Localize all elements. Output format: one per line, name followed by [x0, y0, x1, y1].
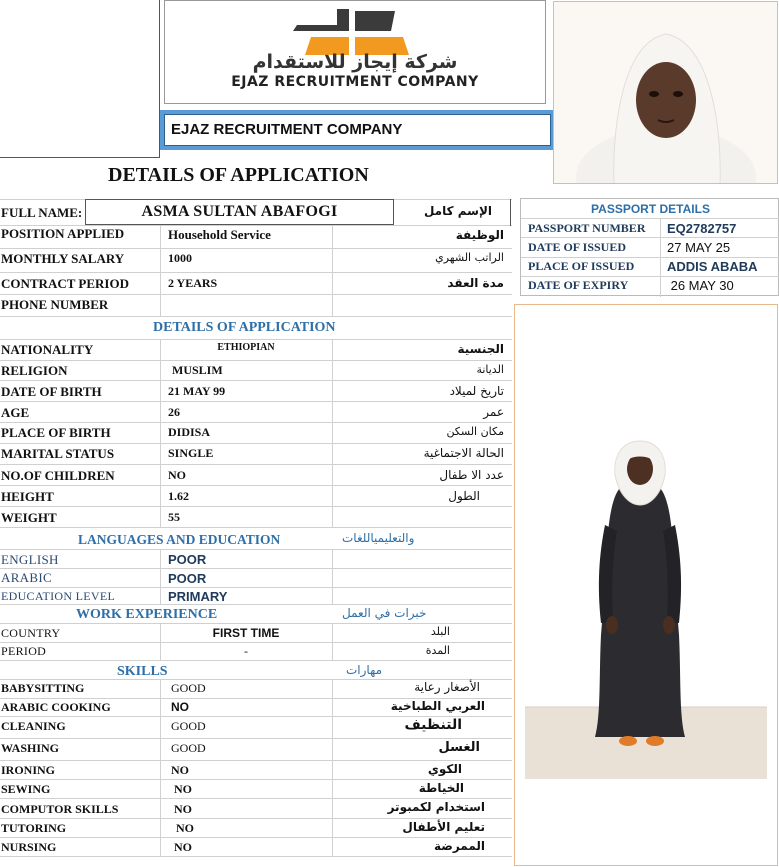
- period-value: -: [244, 644, 248, 658]
- divider: [0, 339, 512, 340]
- age-arabic: عمر: [483, 405, 504, 419]
- arabic-lang-value: POOR: [168, 571, 207, 586]
- skill-ironing-arabic: الكوي: [427, 762, 462, 776]
- divider: [0, 660, 512, 661]
- height-label: HEIGHT: [1, 489, 54, 504]
- divider: [0, 360, 512, 361]
- divider: [0, 837, 512, 838]
- divider: [0, 587, 512, 588]
- skills-heading-arabic: مهارات: [346, 663, 383, 677]
- divider: [0, 294, 512, 295]
- salary-value: 1000: [168, 251, 192, 265]
- divider: [0, 464, 512, 465]
- divider: [0, 798, 512, 799]
- skill-babysitting-value: GOOD: [171, 681, 206, 695]
- salary-arabic: الراتب الشهري: [435, 251, 504, 264]
- skill-cooking-label: ARABIC COOKING: [1, 700, 111, 714]
- skill-sewing-label: SEWING: [1, 782, 51, 796]
- age-label: AGE: [1, 405, 30, 420]
- issue-date-label: DATE OF ISSUED: [528, 240, 627, 254]
- skill-cooking-arabic: العربي الطباخية: [390, 699, 485, 713]
- divider: [0, 272, 512, 273]
- logo-arabic-text: شركة إيجاز للاستقدام: [252, 51, 458, 73]
- languages-heading: LANGUAGES AND EDUCATION: [78, 532, 281, 547]
- full-name-value: ASMA SULTAN ABAFOGI: [85, 199, 394, 225]
- religion-label: RELIGION: [1, 363, 68, 378]
- skill-ironing-value: NO: [171, 763, 189, 777]
- skill-babysitting-label: BABYSITTING: [1, 681, 85, 695]
- skill-cooking-value: NO: [171, 700, 189, 714]
- divider: [0, 568, 512, 569]
- divider: [510, 199, 511, 226]
- weight-value: 55: [168, 510, 180, 524]
- salary-label: MONTHLY SALARY: [1, 251, 125, 266]
- details-heading: DETAILS OF APPLICATION: [153, 320, 336, 335]
- contract-label: CONTRACT PERIOD: [1, 276, 129, 291]
- period-arabic: المدة: [425, 644, 450, 657]
- passport-heading: PASSPORT DETAILS: [591, 202, 710, 216]
- religion-value: MUSLIM: [172, 363, 223, 377]
- nationality-value: ETHIOPIAN: [217, 342, 275, 353]
- divider: [521, 257, 779, 258]
- contract-arabic: مدة العقد: [447, 276, 504, 290]
- divider: [0, 401, 512, 402]
- logo-english-text: EJAZ RECRUITMENT COMPANY: [231, 74, 479, 90]
- issue-date-value: 27 MAY 25: [667, 240, 731, 255]
- birthplace-arabic: مكان السكن: [446, 425, 504, 438]
- divider: [0, 443, 512, 444]
- full-name-arabic: الإسم كامل: [423, 204, 492, 218]
- divider: [160, 225, 161, 317]
- skill-computer-arabic: استخدام لكمبوتر: [387, 800, 485, 814]
- skill-cleaning-label: CLEANING: [1, 719, 66, 733]
- marital-label: MARITAL STATUS: [1, 446, 115, 461]
- divider: [0, 380, 512, 381]
- skill-nursing-value: NO: [174, 840, 192, 854]
- passport-details: [520, 198, 779, 296]
- phone-label: PHONE NUMBER: [1, 297, 109, 312]
- issue-place-label: PLACE OF ISSUED: [528, 259, 635, 273]
- skill-washing-arabic: الغسل: [438, 740, 480, 755]
- company-name-bar: [160, 110, 555, 150]
- country-arabic: البلد: [430, 625, 450, 638]
- divider: [0, 623, 512, 624]
- education-value: PRIMARY: [168, 589, 228, 604]
- divider: [160, 549, 161, 605]
- height-arabic: الطول: [448, 489, 480, 503]
- languages-heading-arabic: والتعليمياللغات: [342, 531, 415, 545]
- education-label: EDUCATION LEVEL: [1, 589, 116, 603]
- work-heading-arabic: خبرات في العمل: [342, 606, 427, 620]
- work-heading: WORK EXPERIENCE: [76, 607, 218, 622]
- arabic-lang-label: ARABIC: [1, 570, 52, 585]
- divider: [160, 339, 161, 527]
- top-left-frame: [0, 0, 160, 158]
- issue-place-value: ADDIS ABABA: [667, 259, 758, 274]
- age-value: 26: [168, 405, 180, 419]
- position-value: Household Service: [168, 227, 271, 242]
- birthplace-value: DIDISA: [168, 425, 211, 439]
- skill-nursing-arabic: الممرضة: [433, 839, 485, 853]
- expiry-date-value: 26 MAY 30: [667, 278, 734, 293]
- divider: [0, 604, 512, 605]
- passport-number-label: PASSPORT NUMBER: [528, 221, 646, 235]
- divider: [0, 738, 512, 739]
- divider: [521, 237, 779, 238]
- skill-cleaning-arabic: التنظيف: [404, 717, 462, 733]
- period-label: PERIOD: [1, 644, 47, 658]
- religion-arabic: الديانة: [476, 363, 504, 376]
- divider: [0, 422, 512, 423]
- skill-tutoring-label: TUTORING: [1, 821, 67, 835]
- nationality-label: NATIONALITY: [1, 342, 94, 357]
- children-arabic: عدد الا طفال: [439, 468, 504, 482]
- skill-sewing-value: NO: [174, 782, 192, 796]
- skill-washing-label: WASHING: [1, 741, 60, 755]
- nationality-arabic: الجنسية: [457, 342, 504, 356]
- divider: [0, 856, 512, 857]
- divider: [0, 316, 512, 317]
- company-name: EJAZ RECRUITMENT COMPANY: [164, 114, 551, 146]
- divider: [332, 339, 333, 527]
- passport-number-value: EQ2782757: [667, 221, 737, 236]
- page-title: DETAILS OF APPLICATION: [108, 164, 369, 186]
- skill-computer-label: COMPUTOR SKILLS: [1, 802, 119, 816]
- company-logo: [164, 0, 546, 104]
- expiry-date-label: DATE OF EXPIRY: [528, 278, 629, 292]
- position-label: POSITION APPLIED: [1, 226, 125, 241]
- english-label: ENGLISH: [1, 552, 59, 567]
- marital-value: SINGLE: [168, 446, 214, 460]
- portrait-photo: [553, 1, 778, 184]
- divider: [160, 679, 161, 857]
- divider: [0, 485, 512, 486]
- divider: [0, 549, 512, 550]
- birthplace-label: PLACE OF BIRTH: [1, 425, 111, 440]
- divider: [0, 248, 512, 249]
- skill-ironing-label: IRONING: [1, 763, 56, 777]
- divider: [0, 527, 512, 528]
- dob-label: DATE OF BIRTH: [1, 384, 102, 399]
- skill-tutoring-arabic: تعليم الأطفال: [402, 820, 485, 834]
- divider: [0, 779, 512, 780]
- divider: [332, 679, 333, 857]
- dob-value: 21 MAY 99: [168, 384, 226, 398]
- full-name-label: FULL NAME:: [1, 205, 83, 220]
- children-value: NO: [168, 468, 186, 482]
- marital-arabic: الحالة الاجتماغية: [423, 446, 504, 460]
- skill-cleaning-value: GOOD: [171, 719, 206, 733]
- children-label: NO.OF CHILDREN: [1, 468, 115, 483]
- divider: [0, 642, 512, 643]
- divider: [0, 818, 512, 819]
- divider: [332, 225, 333, 317]
- english-value: POOR: [168, 552, 207, 567]
- skill-washing-value: GOOD: [171, 741, 206, 755]
- country-value: FIRST TIME: [212, 626, 280, 640]
- skills-heading: SKILLS: [117, 664, 168, 679]
- divider: [332, 549, 333, 605]
- position-arabic: الوظيفة: [455, 228, 504, 242]
- divider: [0, 506, 512, 507]
- divider: [521, 218, 779, 219]
- dob-arabic: تاريخ لميلاد: [449, 384, 504, 398]
- country-label: COUNTRY: [1, 626, 61, 640]
- divider: [521, 276, 779, 277]
- height-value: 1.62: [168, 489, 189, 503]
- skill-sewing-arabic: الخياطة: [418, 781, 464, 795]
- skill-computer-value: NO: [174, 802, 192, 816]
- full-length-photo: [514, 304, 778, 866]
- skill-babysitting-arabic: الأصغار رعاية: [414, 680, 480, 694]
- weight-label: WEIGHT: [1, 510, 57, 525]
- skill-tutoring-value: NO: [176, 821, 194, 835]
- contract-value: 2 YEARS: [168, 276, 218, 290]
- divider: [0, 760, 512, 761]
- skill-nursing-label: NURSING: [1, 840, 57, 854]
